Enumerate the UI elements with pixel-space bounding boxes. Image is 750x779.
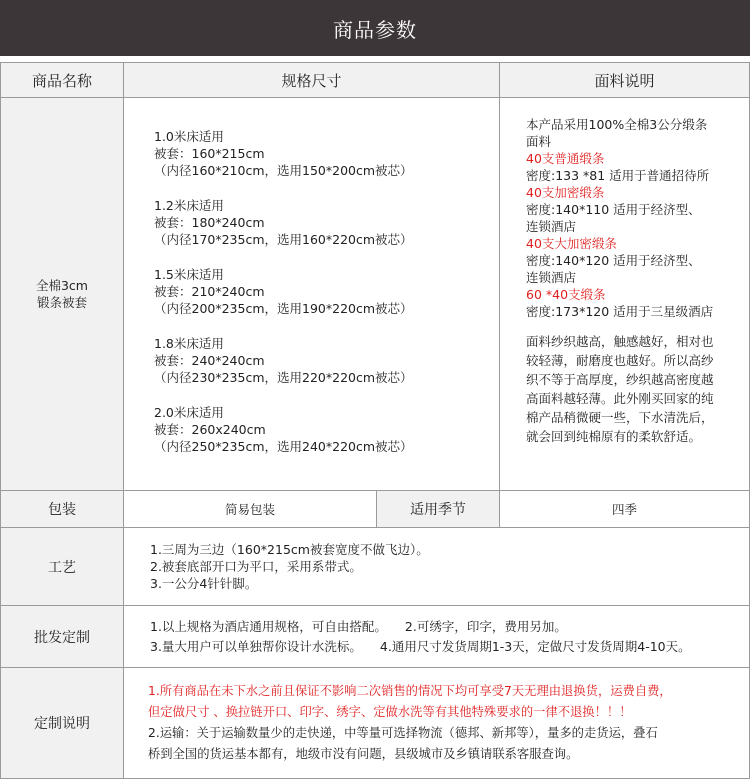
- product-name-cell: [0, 97, 124, 491]
- season-label: 适用季节: [376, 490, 500, 528]
- season-value: 四季: [499, 490, 750, 528]
- custom-label: 定制说明: [0, 667, 124, 779]
- craft-content: [123, 527, 750, 606]
- fabric-para-line: 就会回到纯棉原有的柔软舒适。: [526, 429, 702, 444]
- wholesale-line: [150, 617, 749, 637]
- fabric-grade-detail: 密度:140*120 适用于经济型、: [526, 253, 701, 268]
- header-size: 规格尺寸: [123, 62, 500, 98]
- custom-content: [123, 667, 750, 779]
- page-title-banner: [0, 0, 750, 56]
- spec-bed: 1.0米床适用: [154, 129, 224, 144]
- fabric-para-line: 高面料越轻薄。此外刚买回家的纯: [526, 391, 714, 406]
- spec-cover: 被套：210*240cm: [154, 284, 265, 299]
- fabric-para-line: 面料纱织越高，触感越好，相对也: [526, 334, 714, 349]
- spec-group: [154, 404, 499, 455]
- custom-warning-line: 但定做尺寸 、换拉链开口、印字、绣字、定做水洗等有其他特殊要求的一律不退换！！！: [148, 705, 632, 719]
- spec-inner: （内径200*235cm，选用190*220cm被芯）: [154, 301, 413, 316]
- fabric-para-line: 棉产品稍微硬一些，下水清洗后，: [526, 410, 714, 425]
- spec-inner: （内径230*235cm，选用220*220cm被芯）: [154, 370, 413, 385]
- header-product-name: 商品名称: [0, 62, 124, 98]
- fabric-grade-detail: 密度:140*110 适用于经济型、: [526, 202, 701, 217]
- header-fabric: 面料说明: [499, 62, 750, 98]
- wholesale-item: 2.可绣字，印字，费用另加。: [404, 618, 567, 634]
- spec-group: [154, 335, 499, 386]
- wholesale-item: 3.量大用户可以单独帮你设计水洗标。: [150, 638, 362, 654]
- spec-group: [154, 266, 499, 317]
- craft-line: 3.一公分4针针脚。: [150, 576, 258, 591]
- craft-line: 2.被套底部开口为平口，采用系带式。: [150, 559, 362, 574]
- spec-cover: 被套：180*240cm: [154, 215, 265, 230]
- spec-cover: 被套：240*240cm: [154, 353, 265, 368]
- spec-group: [154, 128, 499, 179]
- fabric-para-line: 较轻薄，耐磨度也越好。所以高纱: [526, 353, 714, 368]
- spec-bed: 1.2米床适用: [154, 198, 224, 213]
- custom-warning-line: 1.所有商品在未下水之前且保证不影响二次销售的情况下均可享受7天无理由退换货，运费自费，: [148, 684, 672, 698]
- spec-inner: （内径160*210cm，选用150*200cm被芯）: [154, 163, 413, 178]
- craft-label: 工艺: [0, 527, 124, 606]
- fabric-explanation: [526, 332, 749, 446]
- packaging-value: 简易包装: [123, 490, 377, 528]
- wholesale-label: 批发定制: [0, 605, 124, 668]
- wholesale-item: 1.以上规格为酒店通用规格，可自由搭配。: [150, 618, 387, 634]
- product-name-line2: 锻条被套: [36, 295, 87, 310]
- packaging-label: 包装: [0, 490, 124, 528]
- spec-inner: （内径170*235cm，选用160*220cm被芯）: [154, 232, 413, 247]
- fabric-grade-detail: 连锁酒店: [526, 270, 577, 285]
- fabric-grade-detail: 密度:173*120 适用于三星级酒店: [526, 304, 714, 319]
- fabric-intro-line: 本产品采用100%全棉3公分缎条: [526, 117, 708, 132]
- fabric-grade-detail: 密度:133 *81 适用于普通招待所: [526, 168, 710, 183]
- spec-bed: 2.0米床适用: [154, 405, 224, 420]
- size-spec-cell: [123, 97, 500, 491]
- wholesale-line: [150, 637, 749, 657]
- product-name-line1: 全棉3cm: [35, 278, 88, 293]
- spec-bed: 1.8米床适用: [154, 336, 224, 351]
- spec-inner: （内径250*235cm，选用240*220cm被芯）: [154, 439, 413, 454]
- fabric-grade-name: 60 *40支缎条: [526, 287, 606, 302]
- spec-cover: 被套：260x240cm: [154, 422, 266, 437]
- spec-cover: 被套：160*215cm: [154, 146, 265, 161]
- fabric-grade-detail: 连锁酒店: [526, 219, 577, 234]
- custom-shipping-line: 2.运输：关于运输数量少的走快递，中等量可选择物流（德邦、新邦等），量多的走货运，叠石: [148, 726, 658, 740]
- fabric-description-cell: [499, 97, 750, 491]
- fabric-grade-name: 40支大加密缎条: [526, 236, 617, 251]
- fabric-intro-line: 面料: [526, 134, 552, 149]
- spec-group: [154, 197, 499, 248]
- custom-shipping-line: 桥到全国的货运基本都有，地级市没有问题，县级城市及乡镇请联系客服查询。: [148, 747, 579, 761]
- craft-line: 1.三周为三边（160*215cm被套宽度不做飞边）。: [150, 542, 429, 557]
- page-title: 商品参数: [333, 17, 417, 42]
- fabric-grade-name: 40支加密缎条: [526, 185, 605, 200]
- fabric-para-line: 织不等于高厚度，纱织越高密度越: [526, 372, 714, 387]
- wholesale-item: 4.通用尺寸发货周期1-3天，定做尺寸发货周期4-10天。: [379, 638, 691, 654]
- wholesale-content: [123, 605, 750, 668]
- fabric-grade-name: 40支普通缎条: [526, 151, 605, 166]
- spec-bed: 1.5米床适用: [154, 267, 224, 282]
